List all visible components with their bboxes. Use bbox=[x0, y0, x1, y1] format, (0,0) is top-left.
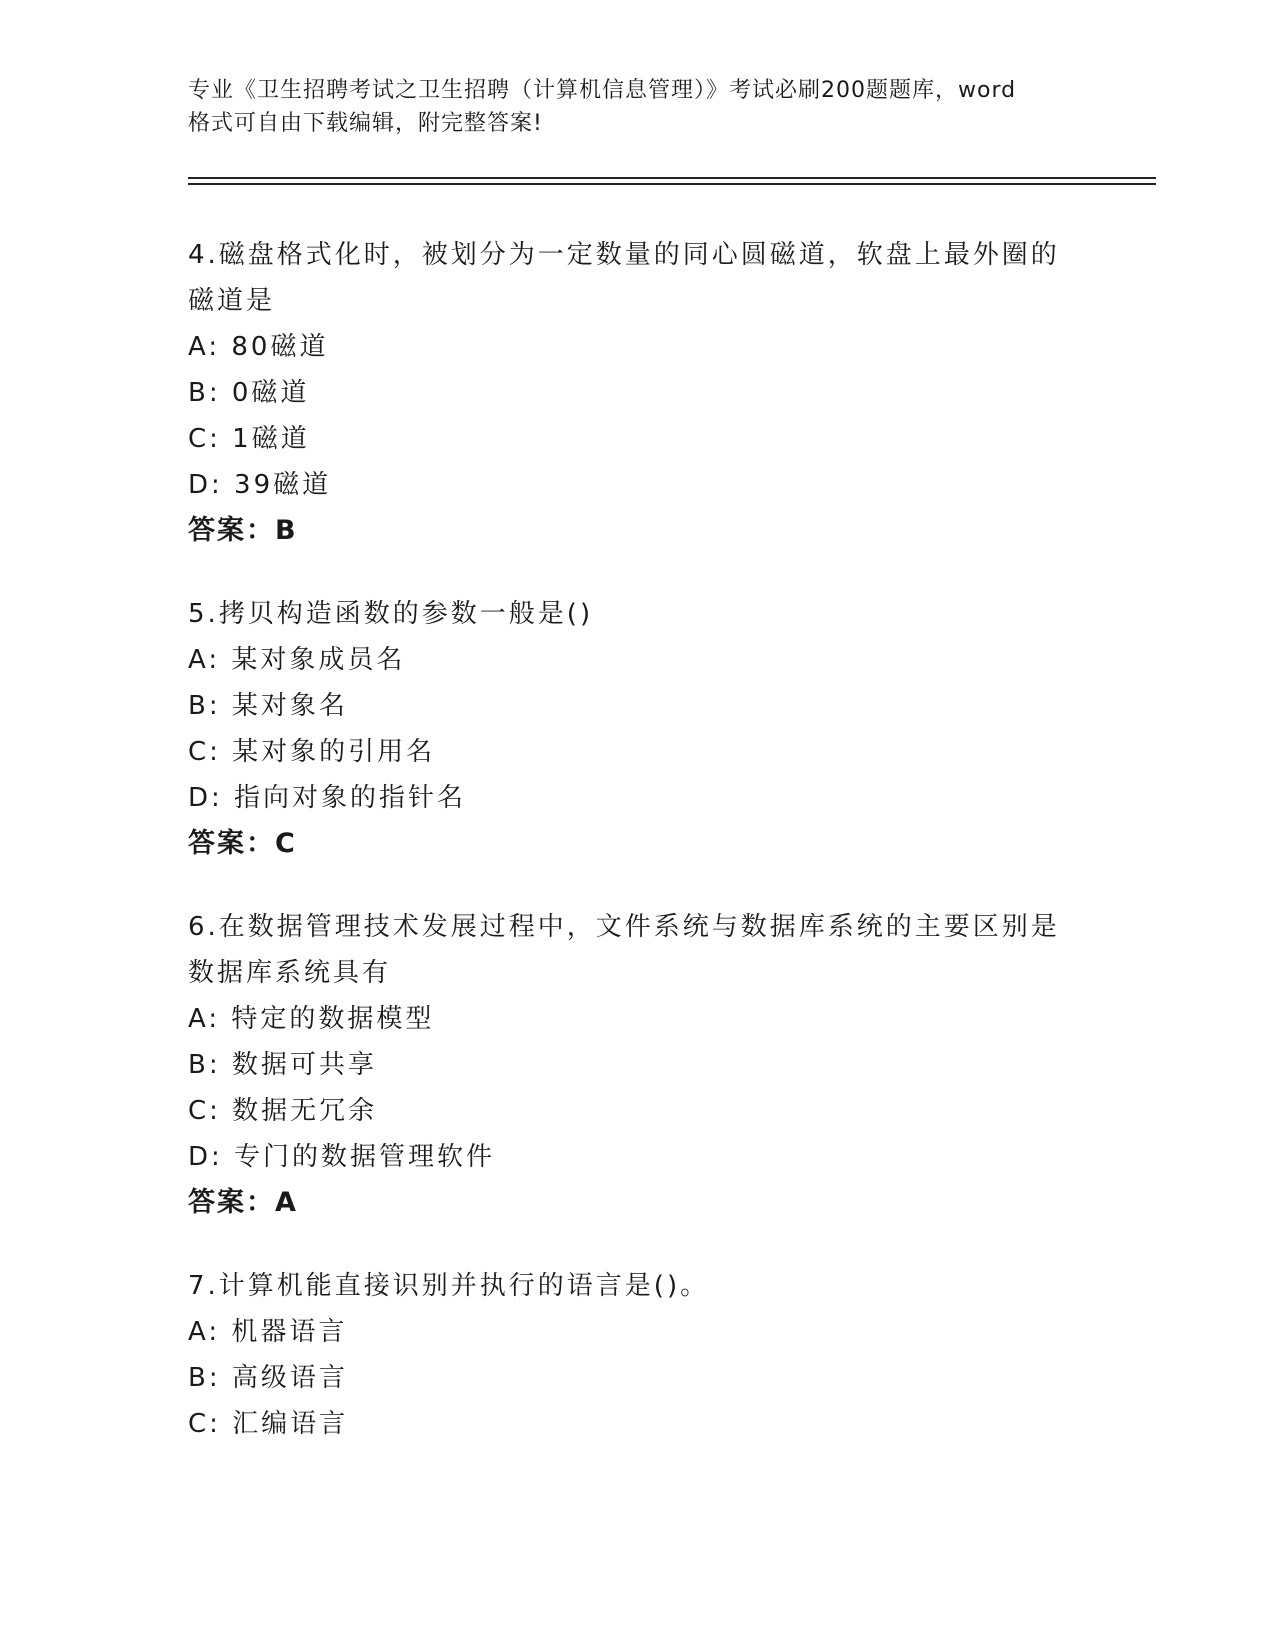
option-d: D: 指向对象的指针名 bbox=[188, 783, 467, 813]
header-line-1: 专业《卫生招聘考试之卫生招聘（计算机信息管理）》考试必刷200题题库，word bbox=[188, 78, 1017, 103]
question-6 bbox=[188, 904, 1088, 1226]
option-b: B: 某对象名 bbox=[188, 691, 348, 721]
option-a: A: 特定的数据模型 bbox=[188, 1004, 435, 1034]
header-divider-top bbox=[188, 177, 1156, 179]
question-stem: 7.计算机能直接识别并执行的语言是()。 bbox=[188, 1271, 710, 1301]
option-b: B: 数据可共享 bbox=[188, 1050, 377, 1080]
header-divider-bottom bbox=[188, 183, 1156, 185]
option-b: B: 高级语言 bbox=[188, 1363, 348, 1393]
option-c: C: 汇编语言 bbox=[188, 1409, 349, 1439]
question-7 bbox=[188, 1263, 1088, 1447]
answer: 答案：C bbox=[188, 828, 297, 859]
answer: 答案：B bbox=[188, 515, 298, 546]
answer: 答案：A bbox=[188, 1187, 298, 1218]
option-c: C: 数据无冗余 bbox=[188, 1096, 378, 1126]
question-stem-continued: 数据库系统具有 bbox=[188, 958, 392, 988]
document-header bbox=[188, 74, 1088, 140]
option-c: C: 1磁道 bbox=[188, 424, 310, 454]
question-stem: 6.在数据管理技术发展过程中，文件系统与数据库系统的主要区别是 bbox=[188, 912, 1060, 942]
question-stem: 4.磁盘格式化时，被划分为一定数量的同心圆磁道，软盘上最外圈的 bbox=[188, 240, 1060, 270]
question-list bbox=[188, 232, 1088, 1484]
question-5 bbox=[188, 591, 1088, 867]
option-d: D: 专门的数据管理软件 bbox=[188, 1142, 496, 1172]
option-c: C: 某对象的引用名 bbox=[188, 737, 436, 767]
header-line-2: 格式可自由下载编辑，附完整答案! bbox=[188, 111, 543, 136]
question-stem: 5.拷贝构造函数的参数一般是() bbox=[188, 599, 594, 629]
option-a: A: 80磁道 bbox=[188, 332, 329, 362]
question-stem-continued: 磁道是 bbox=[188, 286, 276, 316]
option-a: A: 机器语言 bbox=[188, 1317, 348, 1347]
option-d: D: 39磁道 bbox=[188, 470, 332, 500]
question-4 bbox=[188, 232, 1088, 554]
option-a: A: 某对象成员名 bbox=[188, 645, 406, 675]
option-b: B: 0磁道 bbox=[188, 378, 310, 408]
